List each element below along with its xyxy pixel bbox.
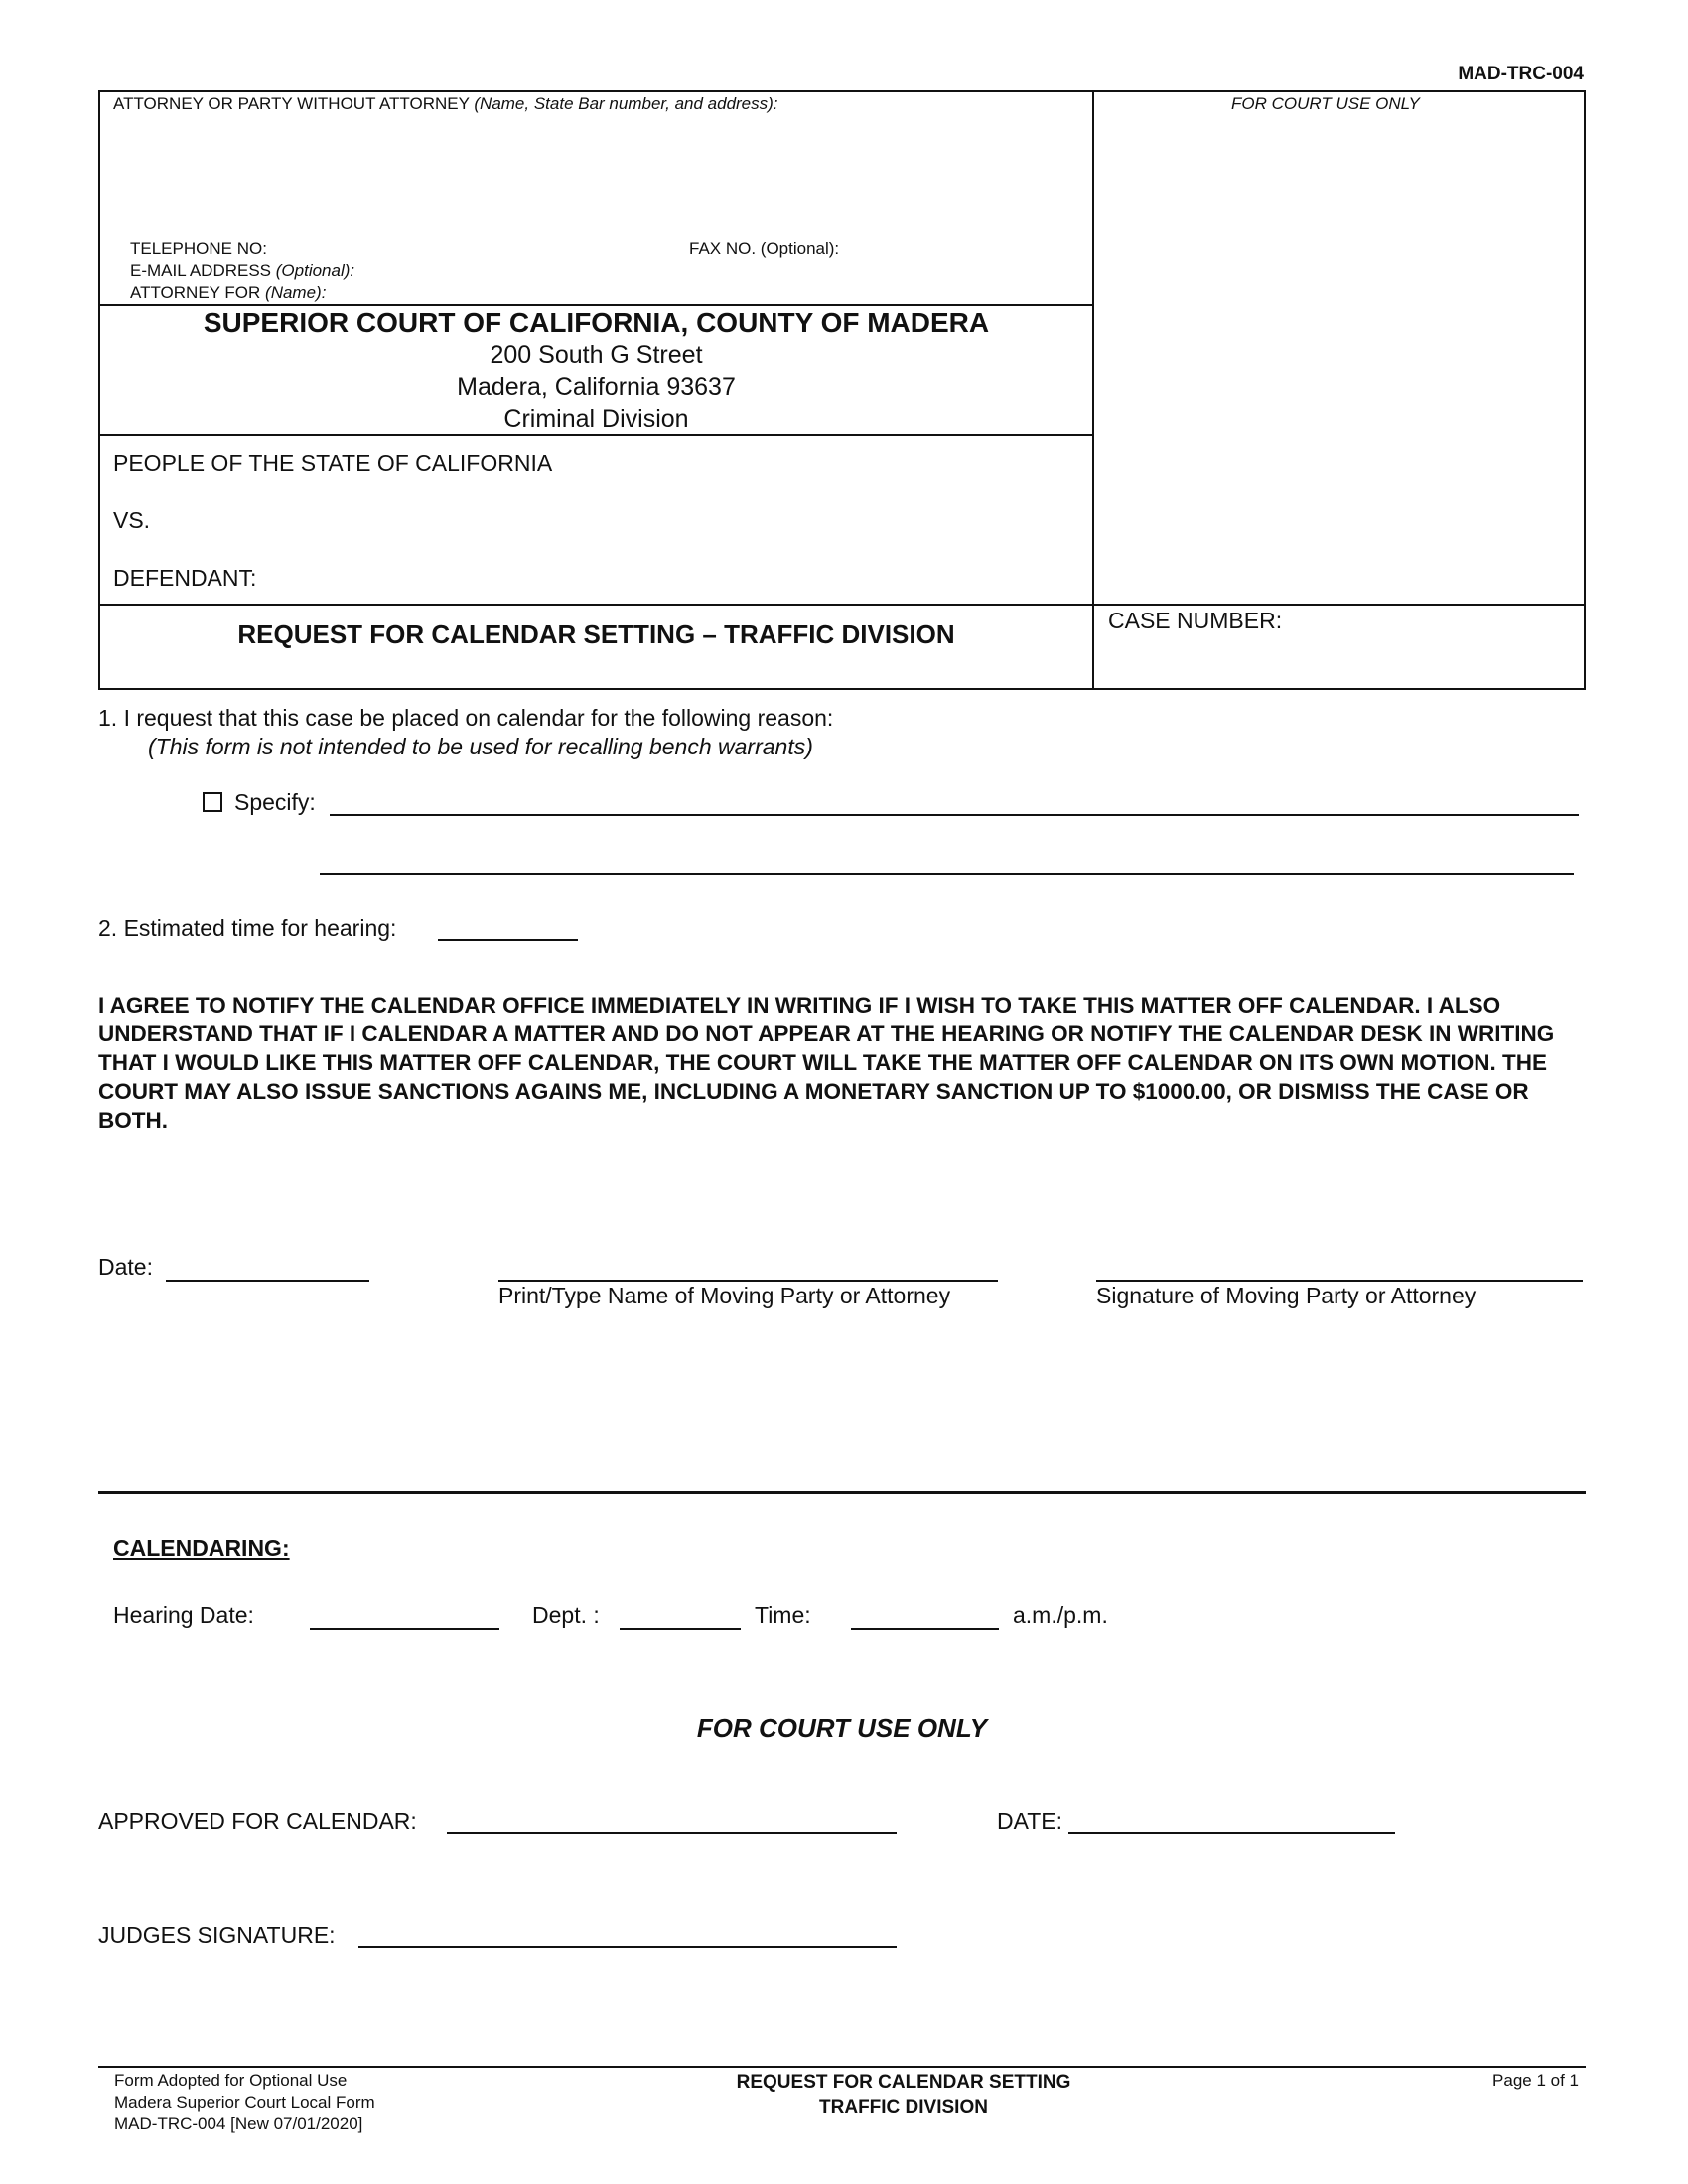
approved-field[interactable] — [447, 1832, 897, 1834]
print-name-field[interactable] — [498, 1280, 998, 1282]
defendant-label: DEFENDANT: — [113, 565, 257, 591]
print-name-label: Print/Type Name of Moving Party or Attorney — [498, 1283, 951, 1308]
divider-parties-title — [98, 604, 1586, 606]
attorney-for-label: ATTORNEY FOR (Name): — [130, 283, 327, 302]
vs-label: VS. — [113, 507, 151, 533]
estimated-time-field[interactable] — [438, 939, 578, 941]
signature-field[interactable] — [1096, 1280, 1583, 1282]
time-field[interactable] — [851, 1628, 999, 1630]
footer-rule — [98, 2066, 1586, 2068]
section-separator — [98, 1491, 1586, 1494]
specify-line-2[interactable] — [320, 873, 1574, 875]
judge-signature-field[interactable] — [358, 1946, 897, 1948]
court-division: Criminal Division — [503, 405, 689, 433]
fax-label: FAX NO. (Optional): — [689, 239, 840, 258]
court-use-heading: FOR COURT USE ONLY — [696, 1713, 988, 1743]
item2-text: 2. Estimated time for hearing: — [98, 915, 397, 941]
court-block — [100, 306, 1092, 435]
form-title: REQUEST FOR CALENDAR SETTING – TRAFFIC DIVISION — [237, 619, 955, 649]
footer-center: REQUEST FOR CALENDAR SETTING TRAFFIC DIVISION — [736, 2072, 1071, 2117]
specify-line-1[interactable] — [330, 814, 1579, 816]
court-street: 200 South G Street — [490, 341, 703, 369]
item1-text: 1. I request that this case be placed on calendar for the following reason: — [98, 705, 834, 731]
item1-note: (This form is not intended to be used for recalling bench warrants) — [148, 734, 813, 759]
footer-left: Form Adopted for Optional Use Madera Superior Court Local Form MAD-TRC-004 [New 07/01/2020] — [114, 2071, 375, 2133]
ampm-label: a.m./p.m. — [1013, 1602, 1108, 1628]
caption-divider-vertical — [1092, 90, 1094, 690]
telephone-label: TELEPHONE NO: — [130, 239, 267, 258]
people-label: PEOPLE OF THE STATE OF CALIFORNIA — [113, 450, 553, 476]
court-city: Madera, California 93637 — [457, 373, 736, 401]
case-number-field[interactable] — [1102, 640, 1579, 685]
judge-signature-label: JUDGES SIGNATURE: — [98, 1922, 336, 1948]
date-label: Date: — [98, 1254, 153, 1280]
court-date-label: DATE: — [997, 1808, 1063, 1834]
specify-checkbox[interactable] — [203, 792, 222, 812]
hearing-date-label: Hearing Date: — [113, 1602, 254, 1628]
calendaring-heading: CALENDARING: — [113, 1535, 290, 1561]
court-use-label: FOR COURT USE ONLY — [1231, 94, 1420, 113]
hearing-date-field[interactable] — [310, 1628, 499, 1630]
dept-label: Dept. : — [532, 1602, 600, 1628]
footer-page: Page 1 of 1 — [1492, 2071, 1579, 2090]
time-label: Time: — [755, 1602, 811, 1628]
signature-label: Signature of Moving Party or Attorney — [1096, 1283, 1477, 1308]
specify-label: Specify: — [234, 789, 316, 815]
date-field[interactable] — [166, 1280, 369, 1282]
case-number-label: CASE NUMBER: — [1108, 608, 1283, 633]
court-name: SUPERIOR COURT OF CALIFORNIA, COUNTY OF MADERA — [203, 307, 990, 338]
form-code: MAD-TRC-004 — [1458, 64, 1584, 84]
attorney-label: ATTORNEY OR PARTY WITHOUT ATTORNEY (Name, State Bar number, and address): — [113, 94, 778, 113]
email-label: E-MAIL ADDRESS (Optional): — [130, 261, 355, 280]
attorney-info-field[interactable] — [109, 119, 1082, 238]
court-date-field[interactable] — [1068, 1832, 1395, 1834]
warning-text: I AGREE TO NOTIFY THE CALENDAR OFFICE IMMEDIATELY IN WRITING IF I WISH TO TAKE THIS MATTER OFF CALENDAR. I ALSO UNDERSTAND THAT IF I CALENDAR A MATTER AND DO NOT APPEAR AT THE HEARING OR NOTIFY THE CALENDAR DESK IN WRITING THAT I WOULD LIKE THIS MATTER OFF CALENDAR, THE COURT WILL TAKE THE MATTER OFF CALENDAR ON ITS OWN MOTION. THE COURT MAY ALSO ISSUE SANCTIONS AGAINS ME, INCLUDING A MONETARY SANCTION UP TO $1000.00, OR DISMISS THE CASE OR BOTH. — [98, 993, 1555, 1133]
approved-label: APPROVED FOR CALENDAR: — [98, 1808, 417, 1834]
dept-field[interactable] — [620, 1628, 741, 1630]
